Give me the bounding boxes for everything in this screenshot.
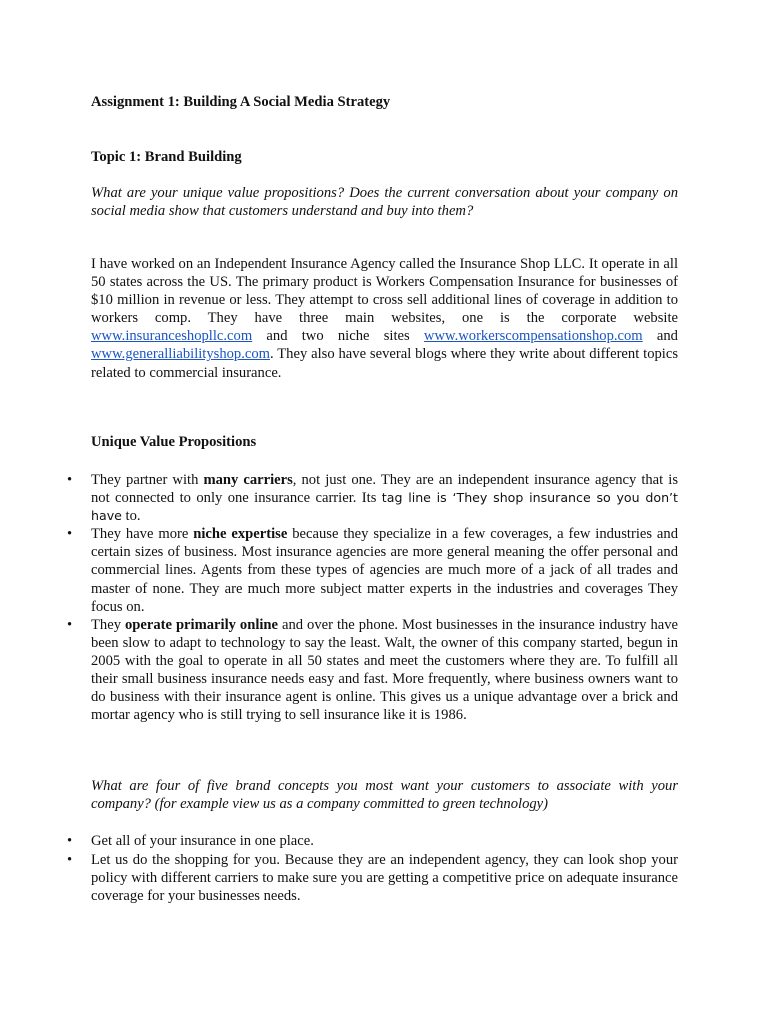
uvp-heading: Unique Value Propositions xyxy=(91,434,257,450)
uvp-item-online xyxy=(67,616,678,725)
uvp-item-carriers xyxy=(67,471,678,525)
concept-text: Let us do the shopping for you. Because they are an independent agency, they can look shop your policy with different carriers to make sure you are getting a competitive price on adequate insurance coverage for your businesses needs. xyxy=(91,852,678,905)
bullet-icon: • xyxy=(67,852,73,869)
uvp-text: to. xyxy=(121,508,141,525)
question-value-propositions: What are your unique value propositions? Does the current conversation about your company on social media show that customers understand and buy into them? xyxy=(91,185,678,220)
uvp-text: and over the phone. Most businesses in the insurance industry have been slow to adapt to technology to say the least. Walt, the owner of this company started, begun in 2005 with the goal to operate in all 50 states and meet the customers where they are. To fulfill all their small business insurance needs easy and fast. More frequently, where business owners want to do business with their insurance agent is online. This gives us a unique advantage over a brick and mortar agency who is still trying to sell insurance like it is 1986. xyxy=(91,616,678,724)
uvp-list xyxy=(67,471,679,724)
link-workerscompensationshop[interactable]: www.workerscompensationshop.com xyxy=(423,328,643,345)
link-insuranceshopllc[interactable]: www.insuranceshopllc.com xyxy=(91,328,253,345)
intro-paragraph xyxy=(91,255,678,382)
intro-text-3: and xyxy=(642,328,678,345)
topic-heading: Topic 1: Brand Building xyxy=(91,149,242,165)
uvp-text: They have more xyxy=(91,526,194,543)
bullet-icon: • xyxy=(67,472,73,488)
intro-text-4: . They also have several blogs where they write about different topics related to commercial insurance. xyxy=(91,346,678,381)
intro-text-2: and two niche sites xyxy=(252,328,424,345)
uvp-emphasis: many carriers xyxy=(203,472,293,488)
uvp-text: because they specialize in a few coverages, a few industries and certain sizes of business. Most insurance agencies are more general meaning the offer personal and commercial lines. Agents from these types of agencies are much more of a jack of all trades and master of none. They are much more subject matter experts in the industries and coverages They focus on. xyxy=(91,526,679,615)
question-brand-concepts: What are four of five brand concepts you most want your customers to associate with your company? (for example view us as a company committed to green technology) xyxy=(91,778,678,813)
bullet-icon: • xyxy=(67,526,73,543)
assignment-title: Assignment 1: Building A Social Media Strategy xyxy=(91,94,391,110)
intro-text-1: I have worked on an Independent Insurance Agency called the Insurance Shop LLC. It operate in all 50 states across the US. The primary product is Workers Compensation Insurance for businesses of $10 million in revenue or less. They attempt to cross sell additional lines of coverage in addition to workers comp. They have three main websites, one is the corporate website xyxy=(91,256,678,327)
brand-concepts-list xyxy=(67,832,678,905)
uvp-tagline: tag line is ‘They shop insurance so you don’t have xyxy=(91,490,678,524)
uvp-text: They xyxy=(91,616,125,633)
concept-item xyxy=(67,832,678,850)
bullet-icon: • xyxy=(67,833,73,849)
concept-text: Get all of your insurance in one place. xyxy=(91,833,314,849)
concept-item xyxy=(67,851,678,905)
uvp-item-niche-expertise xyxy=(67,525,679,615)
link-generalliabilityshop[interactable]: www.generalliabilityshop.com xyxy=(91,346,271,363)
uvp-emphasis: niche expertise xyxy=(193,526,288,543)
uvp-emphasis: operate primarily online xyxy=(124,616,279,633)
uvp-text: , not just one. They are an independent insurance agency that is not connected to only one insurance carrier. Its xyxy=(91,472,678,507)
bullet-icon: • xyxy=(67,616,73,633)
uvp-text: They partner with xyxy=(91,472,204,488)
